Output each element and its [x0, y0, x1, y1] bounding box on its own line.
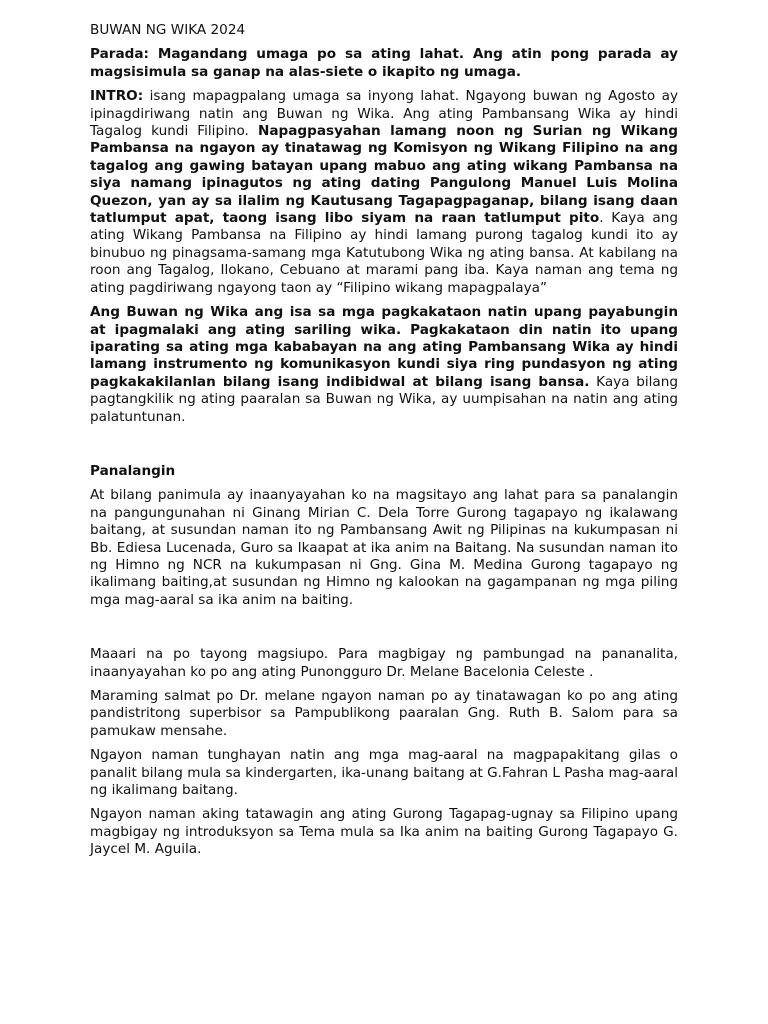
- paragraph-tagapag-ugnay: Ngayon naman aking tatawagin ang ating Gurong Tagapag-ugnay sa Filipino upang magbigay ng introduksyon sa Tema mula sa Ika anim na baiting Gurong Tagapayo G. Jaycel M. Aguila.: [90, 806, 678, 858]
- intro-label: INTRO:: [90, 88, 144, 105]
- spacer: [90, 433, 678, 463]
- intro-text-2: . Kaya ang ating Wikang Pambansa na Filipino ay hindi lamang purong tagalog kundi ito ay binubuo ng pinagsama-samang mga Katutubong Wika ng ating bansa. At kabilang na roon ang Tagalog, Ilokano, Cebuano at marami pang iba. Kaya naman ang tema ng ating pagdiriwang ngayong taon ay “Filipino wikang mapagpalaya”: [90, 210, 678, 296]
- buwan-text: Kaya bilang pagtangkilik ng ating paaralan sa Buwan ng Wika, ay uumpisahan na natin ang ating palatuntunan.: [90, 373, 678, 425]
- document-title: BUWAN NG WIKA 2024: [90, 22, 246, 38]
- panalangin-paragraph: At bilang panimula ay inaanyayahan ko na magsitayo ang lahat para sa panalangin na pangungunahan ni Ginang Mirian C. Dela Torre Gurong tagapayo ng ikalawang baitang, at susundan naman ito ng Pambansang Awit ng Pilipinas na kukumpasan ni Bb. Ediesa Lucenada, Guro sa Ikaapat at ika anim na Baitang. Na susundan naman ito ng Himno ng NCR na kukumpasan ni Gng. Gina M. Medina Gurong tagapayo ng ikalimang baiting,at susundan ng Himno ng kalookan na gagampanan ng mga piling mga mag-aaral sa ika anim na baiting.: [90, 487, 678, 608]
- paragraph-gilas: Ngayon naman tunghayan natin ang mga mag-aaral na magpapakitang gilas o panalit bilang mula sa kindergarten, ika-unang baitang at G.Fahran L Pasha mag-aaral ng ikalimang baitang.: [90, 747, 678, 799]
- document-page: [90, 22, 678, 866]
- buwan-paragraph: [90, 304, 678, 426]
- paragraph-magsiupo: Maaari na po tayong magsiupo. Para magbigay ng pambungad na pananalita, inaanyayahan ko po ang ating Punongguro Dr. Melane Bacelonia Celeste .: [90, 646, 678, 680]
- panalangin-heading: Panalangin: [90, 462, 176, 479]
- intro-text-1: isang mapagpalang umaga sa inyong lahat. Ngayong buwan ng Agosto ay ipinagdiriwang natin ang Buwan ng Wika. Ang ating Pambansang Wika ay hindi Tagalog kundi Filipino.: [90, 88, 678, 140]
- spacer: [90, 616, 678, 646]
- intro-paragraph: [90, 88, 678, 297]
- intro-bold-text: Napagpasyahan lamang noon ng Surian ng Wikang Pambansa na ngayon ay tinatawag ng Komisyon ng Wikang Filipino na ang tagalog ang gawing batayan upang mabuo ang ating wikang Pambansa na siya namang ipinagutos ng ating dating Pangulong Manuel Luis Molina Quezon, yan ay sa ilalim ng Kautusang Tagapagpaganap, bilang isang daan tatlumput apat, taong isang libo siyam na raan tatlumput pito: [90, 123, 678, 227]
- buwan-bold-text: Ang Buwan ng Wika ang isa sa mga pagkakataon natin upang payabungin at ipagmalaki ang ating sariling wika. Pagkakataon din natin ito upang iparating sa ating mga kababayan na ang ating Pambansang Wika ay hindi lamang instrumento ng komunikasyon kundi siya ring pundasyon ng ating pagkakakilanlan bilang isang indibidwal at bilang isang bansa.: [90, 304, 678, 390]
- paragraph-salamat: Maraming salmat po Dr. melane ngayon naman po ay tinatawagan ko po ang ating pandistritong superbisor sa Pampublikong paaralan Gng. Ruth B. Salom para sa pamukaw mensahe.: [90, 688, 678, 739]
- parada-paragraph: Parada: Magandang umaga po sa ating lahat. Ang atin pong parada ay magsisimula sa ganap na alas-siete o ikapito ng umaga.: [90, 46, 678, 80]
